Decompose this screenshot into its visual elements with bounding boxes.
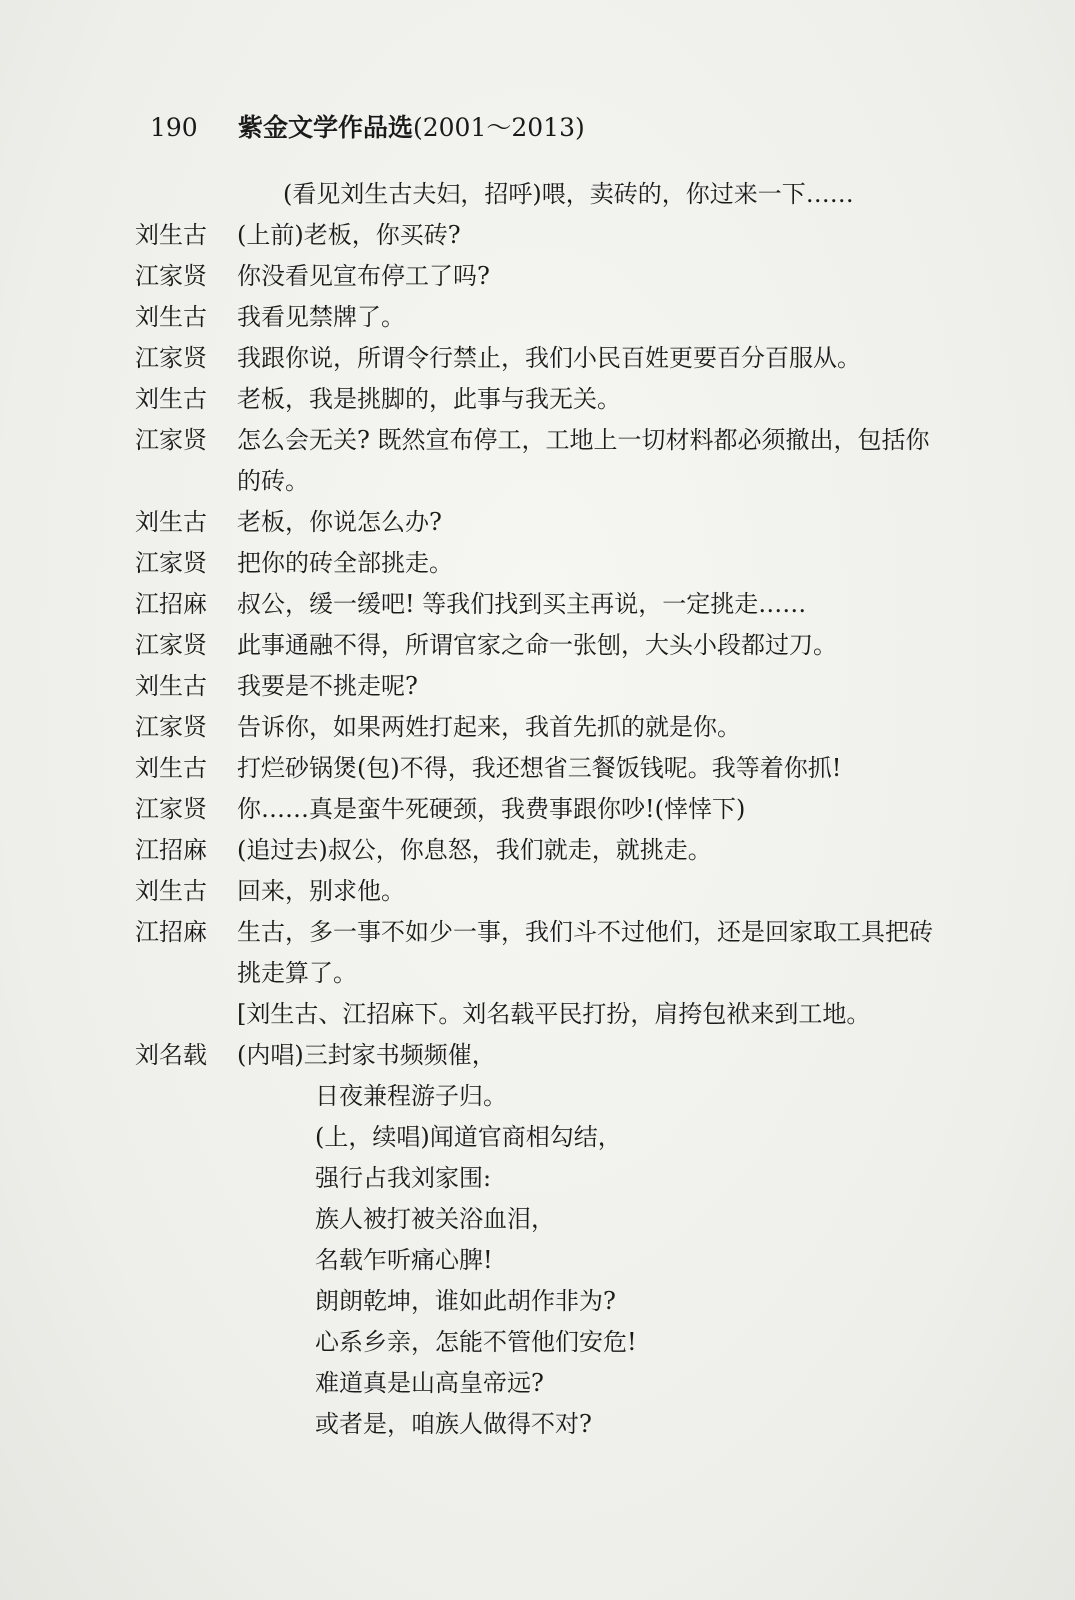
script-line (135, 420, 965, 461)
line-text: 我要是不挑走呢? (237, 672, 418, 700)
speaker-name: 江家贤 (135, 344, 207, 372)
line-text: (看见刘生古夫妇，招呼)喂，卖砖的，你过来一下…… (283, 180, 854, 208)
script-line (135, 1363, 965, 1404)
speaker-name: 江家贤 (135, 713, 207, 741)
script-line (135, 1158, 965, 1199)
script-line (135, 994, 965, 1035)
script-line (135, 789, 965, 830)
speaker-name: 刘生古 (135, 754, 207, 782)
script-line (135, 297, 965, 338)
line-text: (追过去)叔公，你息怒，我们就走，就挑走。 (237, 836, 712, 864)
book-title: 紫金文学作品选 (237, 113, 413, 142)
line-text: 朗朗乾坤，谁如此胡作非为? (315, 1287, 616, 1315)
line-text: 你……真是蛮牛死硬颈，我费事跟你吵!(悻悻下) (237, 795, 746, 823)
line-text: 告诉你，如果两姓打起来，我首先抓的就是你。 (237, 713, 741, 741)
script-line (135, 338, 965, 379)
script-line (135, 748, 965, 789)
speaker-name: 江招麻 (135, 836, 207, 864)
line-text: 名载乍听痛心脾! (315, 1246, 493, 1274)
speaker-name: 江家贤 (135, 631, 207, 659)
line-text: 难道真是山高皇帝远? (315, 1369, 544, 1397)
script-line (135, 1281, 965, 1322)
line-text: 或者是，咱族人做得不对? (315, 1410, 592, 1438)
script-line (135, 543, 965, 584)
line-text: 打烂砂锅煲(包)不得，我还想省三餐饭钱呢。我等着你抓! (237, 754, 842, 782)
speaker-name: 刘生古 (135, 877, 207, 905)
line-text: 你没看见宣布停工了吗? (237, 262, 490, 290)
line-text: 老板，我是挑脚的，此事与我无关。 (237, 385, 621, 413)
speaker-name: 刘生古 (135, 672, 207, 700)
script-line (135, 953, 965, 994)
book-years: (2001～2013) (412, 113, 585, 142)
script-line (135, 625, 965, 666)
script-line (135, 174, 965, 215)
line-text: 挑走算了。 (237, 959, 357, 987)
line-text: 族人被打被关浴血泪， (315, 1205, 555, 1233)
speaker-name: 江招麻 (135, 590, 207, 618)
script-line (135, 379, 965, 420)
speaker-name: 刘名载 (135, 1041, 207, 1069)
script-line (135, 1076, 965, 1117)
line-text: 回来，别求他。 (237, 877, 405, 905)
script-line (135, 707, 965, 748)
script-line (135, 1035, 965, 1076)
line-text: 日夜兼程游子归。 (315, 1082, 507, 1110)
line-text: 我跟你说，所谓令行禁止，我们小民百姓更要百分百服从。 (237, 344, 861, 372)
speaker-name: 江招麻 (135, 918, 207, 946)
script-line (135, 1404, 965, 1445)
script-line (135, 666, 965, 707)
script-line (135, 1199, 965, 1240)
line-text: 老板，你说怎么办? (237, 508, 442, 536)
line-text: 怎么会无关? 既然宣布停工，工地上一切材料都必须撤出，包括你 (237, 426, 930, 454)
speaker-name: 江家贤 (135, 262, 207, 290)
script-line (135, 912, 965, 953)
script-line (135, 256, 965, 297)
line-text: 强行占我刘家围: (315, 1164, 492, 1192)
speaker-name: 刘生古 (135, 385, 207, 413)
script-line (135, 461, 965, 502)
script-line (135, 1322, 965, 1363)
script-line (135, 830, 965, 871)
page-number: 190 (150, 113, 198, 142)
script-line (135, 1117, 965, 1158)
script-line (135, 502, 965, 543)
script-line (135, 215, 965, 256)
line-text: 心系乡亲，怎能不管他们安危! (315, 1328, 637, 1356)
line-text: (上，续唱)闻道官商相勾结， (315, 1123, 622, 1151)
line-text: 的砖。 (237, 467, 309, 495)
script-line (135, 871, 965, 912)
line-text: 把你的砖全部挑走。 (237, 549, 453, 577)
line-text: (上前)老板，你买砖? (237, 221, 461, 249)
line-text: 此事通融不得，所谓官家之命一张刨，大头小段都过刀。 (237, 631, 837, 659)
speaker-name: 刘生古 (135, 508, 207, 536)
line-text: (内唱)三封家书频频催， (237, 1041, 496, 1069)
speaker-name: 刘生古 (135, 303, 207, 331)
line-text: 我看见禁牌了。 (237, 303, 405, 331)
speaker-name: 刘生古 (135, 221, 207, 249)
line-text: [刘生古、江招麻下。刘名载平民打扮，肩挎包袱来到工地。 (237, 1000, 871, 1028)
page-header (150, 108, 585, 144)
line-text: 生古，多一事不如少一事，我们斗不过他们，还是回家取工具把砖 (237, 918, 933, 946)
script-line (135, 584, 965, 625)
script-body (135, 174, 965, 1445)
line-text: 叔公，缓一缓吧! 等我们找到买主再说，一定挑走…… (237, 590, 807, 618)
speaker-name: 江家贤 (135, 549, 207, 577)
script-line (135, 1240, 965, 1281)
speaker-name: 江家贤 (135, 426, 207, 454)
speaker-name: 江家贤 (135, 795, 207, 823)
